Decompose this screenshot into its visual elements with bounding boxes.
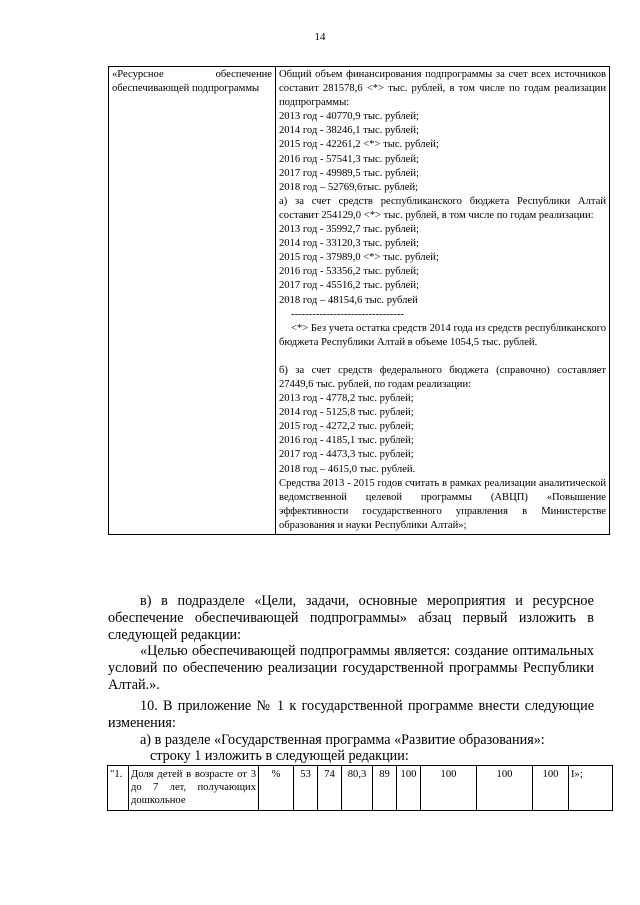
resource-provision-line: Общий объем финансирования подпрограммы за счет всех источников составит 281578,6 <*> тыс. рублей, в том числе по годам реализации подпрограммы: bbox=[279, 69, 606, 109]
resource-provision-lines bbox=[279, 68, 606, 533]
paragraph-row-1: строку 1 изложить в следующей редакции: bbox=[150, 748, 409, 765]
resource-provision-line: 2017 год - 45516,2 тыс. рублей; bbox=[279, 280, 419, 292]
indicator-value: 100 bbox=[421, 766, 477, 811]
indicator-value: 74 bbox=[318, 766, 342, 811]
paragraph-appendix-changes: 10. В приложение № 1 к государственной программе внести следующие изменения: bbox=[108, 698, 594, 731]
indicator-value: 100 bbox=[477, 766, 533, 811]
indicator-table bbox=[107, 765, 613, 811]
paragraph-block-1 bbox=[108, 593, 594, 694]
resource-provision-line: -------------------------------- bbox=[291, 308, 404, 320]
resource-provision-line: 2016 год - 53356,2 тыс. рублей; bbox=[279, 266, 419, 278]
resource-provision-line: 2018 год – 52769,6тыс. рублей; bbox=[279, 181, 419, 193]
resource-provision-line: 2015 год - 37989,0 <*> тыс. рублей; bbox=[279, 252, 439, 264]
indicator-row-number: "1. bbox=[108, 766, 129, 811]
paragraph-block-2 bbox=[108, 698, 594, 765]
resource-provision-line: 2016 год - 57541,3 тыс. рублей; bbox=[279, 153, 419, 165]
indicator-end: I»; bbox=[569, 766, 613, 811]
resource-provision-line: 2018 год – 48154,6 тыс. рублей bbox=[279, 294, 418, 306]
resource-provision-line bbox=[279, 350, 606, 364]
paragraph-section-a: а) в разделе «Государственная программа «Развитие образования»: bbox=[140, 731, 545, 748]
page-number: 14 bbox=[314, 31, 326, 43]
resource-provision-line: <*> Без учета остатка средств 2014 года из средств республиканского бюджета Республики Алтай в объеме 1054,5 тыс. рублей. bbox=[279, 322, 606, 348]
resource-provision-line: 2013 год - 40770,9 тыс. рублей; bbox=[279, 111, 419, 123]
resource-provision-content-cell bbox=[276, 67, 610, 535]
resource-provision-line: 2016 год - 4185,1 тыс. рублей; bbox=[279, 435, 414, 447]
indicator-value: 100 bbox=[533, 766, 569, 811]
indicator-unit: % bbox=[259, 766, 294, 811]
resource-provision-label-cell bbox=[109, 67, 276, 535]
resource-provision-line: б) за счет средств федерального бюджета (справочно) составляет 27449,6 тыс. рублей, по годам реализации: bbox=[279, 364, 606, 390]
paragraph-goal: «Целью обеспечивающей подпрограммы является: создание оптимальных условий по обеспечению реализации государственной программы Республики Алтай.». bbox=[108, 643, 594, 693]
resource-provision-line: 2014 год - 33120,3 тыс. рублей; bbox=[279, 238, 419, 250]
indicator-value: 80,3 bbox=[342, 766, 373, 811]
indicator-row bbox=[108, 766, 613, 811]
resource-provision-line: 2013 год - 35992,7 тыс. рублей; bbox=[279, 224, 419, 236]
indicator-value: 53 bbox=[294, 766, 318, 811]
resource-provision-line: а) за счет средств республиканского бюджета Республики Алтай составит 254129,0 <*> тыс. рублей, в том числе по годам реализации: bbox=[279, 195, 606, 221]
resource-provision-line: 2017 год - 49989,5 тыс. рублей; bbox=[279, 167, 419, 179]
resource-provision-line: 2018 год – 4615,0 тыс. рублей. bbox=[279, 463, 416, 475]
resource-provision-line: 2013 год - 4778,2 тыс. рублей; bbox=[279, 393, 414, 405]
resource-provision-line: 2015 год - 4272,2 тыс. рублей; bbox=[279, 421, 414, 433]
resource-provision-row bbox=[109, 67, 610, 535]
resource-provision-line: 2015 год - 42261,2 <*> тыс. рублей; bbox=[279, 139, 439, 151]
indicator-value: 89 bbox=[373, 766, 397, 811]
paragraph-subsection-change: в) в подразделе «Цели, задачи, основные мероприятия и ресурсное обеспечение обеспечивающей подпрограммы» абзац первый изложить в следующей редакции: bbox=[108, 593, 594, 643]
resource-provision-table bbox=[108, 66, 610, 535]
resource-provision-line: 2017 год - 4473,3 тыс. рублей; bbox=[279, 449, 414, 461]
resource-provision-line: Средства 2013 - 2015 годов считать в рамках реализации аналитической ведомственной целевой программы (АВЦП) «Повышение эффективности государственного управления в Министерстве образования и науки Республики Алтай»; bbox=[279, 477, 606, 531]
indicator-value: 100 bbox=[397, 766, 421, 811]
indicator-name: Доля детей в возрасте от 3 до 7 лет, получающих дошкольное bbox=[129, 766, 259, 811]
resource-provision-label: «Ресурсное обеспечение обеспечивающей подпрограммы bbox=[112, 69, 272, 95]
resource-provision-line: 2014 год - 5125,8 тыс. рублей; bbox=[279, 407, 414, 419]
resource-provision-line: 2014 год - 38246,1 тыс. рублей; bbox=[279, 125, 419, 137]
